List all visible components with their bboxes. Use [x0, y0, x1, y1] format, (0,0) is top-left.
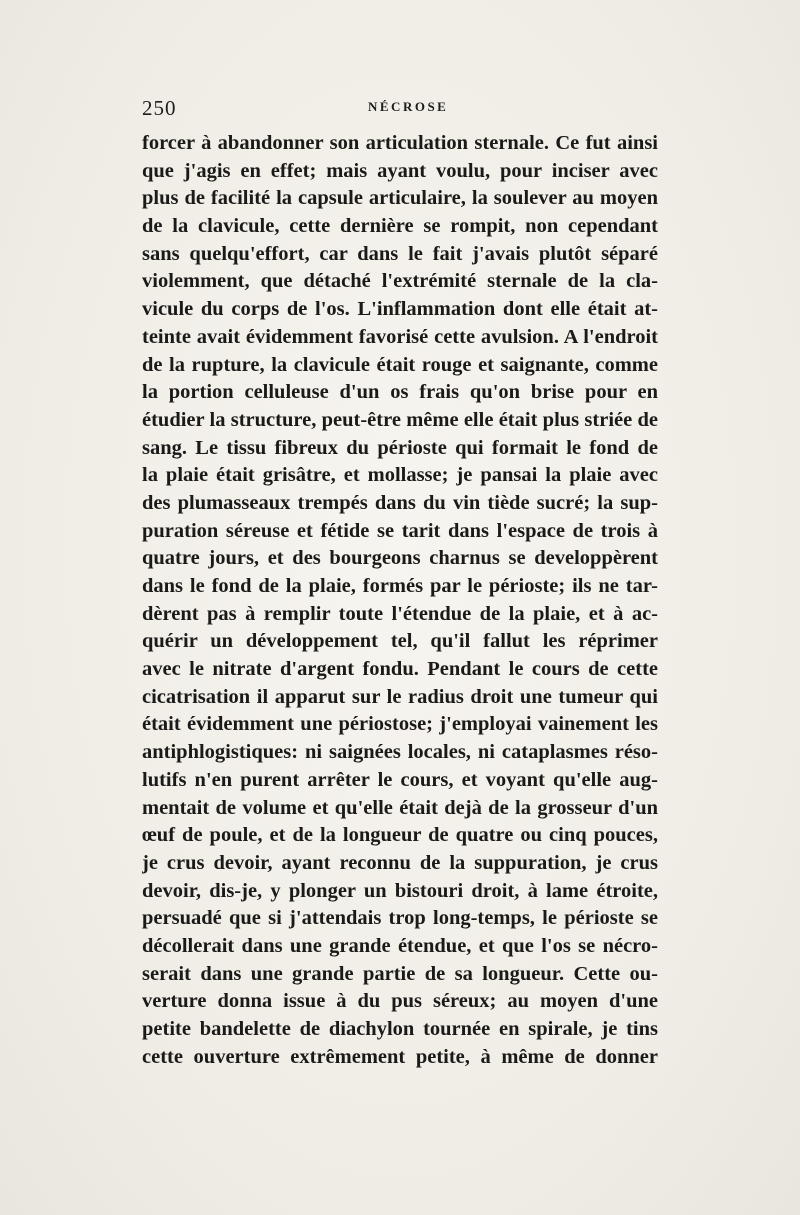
text-line: étudier la structure, peut-être même elle était plus striée de: [142, 408, 658, 431]
running-head: NÉCROSE: [368, 99, 449, 114]
page-number: 250: [142, 96, 177, 120]
text-line: des plumasseaux trempés dans du vin tiède sucré; la sup-: [142, 491, 658, 514]
text-line: devoir, dis-je, y plonger un bistouri droit, à lame étroite,: [142, 879, 658, 902]
text-line: petite bandelette de diachylon tournée en spirale, je tins: [142, 1018, 658, 1040]
text-line: teinte avait évidemment favorisé cette avulsion. A l'endroit: [142, 325, 658, 348]
text-line: forcer à abandonner son articulation sternale. Ce fut ainsi: [142, 132, 658, 154]
text-line: avec le nitrate d'argent fondu. Pendant le cours de cette: [142, 658, 658, 681]
text-line: dans le fond de la plaie, formés par le périoste; ils ne tar-: [142, 575, 658, 597]
text-line: plus de facilité la capsule articulaire, la soulever au moyen: [142, 187, 658, 210]
text-line: sans quelqu'effort, car dans le fait j'avais plutôt séparé: [142, 242, 658, 265]
text-line: cicatrisation il apparut sur le radius droit une tumeur qui: [142, 685, 658, 708]
body-text: [142, 130, 658, 1071]
text-line: lutifs n'en purent arrêter le cours, et voyant qu'elle aug-: [142, 768, 658, 791]
text-line: la plaie était grisâtre, et mollasse; je pansai la plaie avec: [142, 464, 658, 487]
text-line: la portion celluleuse d'un os frais qu'on brise pour en: [142, 381, 658, 404]
text-line: quatre jours, et des bourgeons charnus se developpèrent: [142, 547, 658, 570]
text-line: violemment, que détaché l'extrémité sternale de la cla-: [142, 270, 658, 293]
text-line: quérir un développement tel, qu'il fallut les réprimer: [142, 630, 658, 653]
text-line: verture donna issue à du pus séreux; au moyen d'une: [142, 990, 658, 1013]
text-line: puration séreuse et fétide se tarit dans l'espace de trois à: [142, 519, 658, 542]
text-line: antiphlogistiques: ni saignées locales, ni cataplasmes réso-: [142, 741, 658, 764]
text-line: mentait de volume et qu'elle était dejà de la grosseur d'un: [142, 796, 658, 819]
text-line: œuf de poule, et de la longueur de quatre ou cinq pouces,: [142, 824, 658, 847]
text-line: décollerait dans une grande étendue, et que l'os se nécro-: [142, 934, 658, 957]
text-line: que j'agis en effet; mais ayant voulu, pour inciser avec: [142, 159, 658, 182]
text-line: cette ouverture extrêmement petite, à même de donner: [142, 1045, 658, 1068]
text-line: serait dans une grande partie de sa longueur. Cette ou-: [142, 962, 658, 985]
text-line: dèrent pas à remplir toute l'étendue de la plaie, et à ac-: [142, 602, 658, 625]
text-line: sang. Le tissu fibreux du périoste qui formait le fond de: [142, 436, 658, 459]
text-line: vicule du corps de l'os. L'inflammation dont elle était at-: [142, 298, 658, 321]
text-line: était évidemment une périostose; j'employai vainement les: [142, 713, 658, 736]
text-line: de la clavicule, cette dernière se rompit, non cependant: [142, 215, 658, 238]
text-line: persuadé que si j'attendais trop long-temps, le périoste se: [142, 907, 658, 930]
text-line: je crus devoir, ayant reconnu de la suppuration, je crus: [142, 851, 658, 874]
page-header: [140, 96, 660, 122]
text-line: de la rupture, la clavicule était rouge et saignante, comme: [142, 353, 658, 376]
